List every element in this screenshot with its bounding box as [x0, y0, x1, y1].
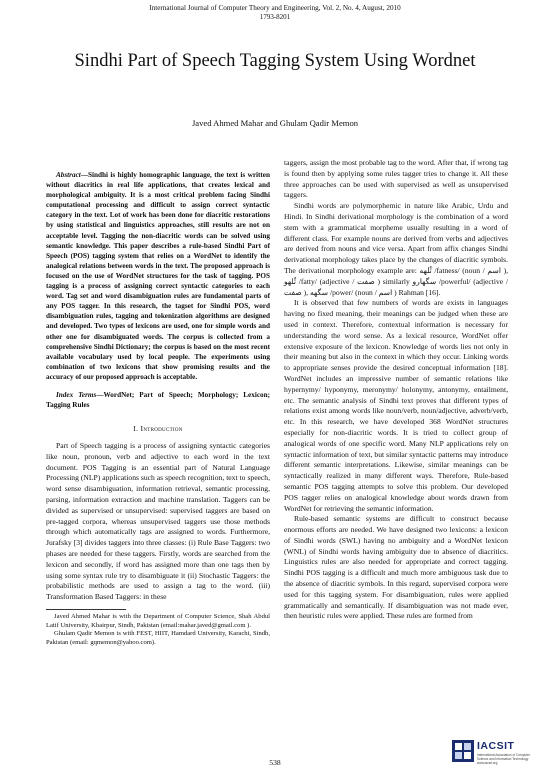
logo-subtitle: International Association of Computer Science and Information Technology www.iacsit.org [477, 753, 530, 765]
index-terms-lead: Index Terms [56, 390, 97, 399]
index-terms-text: —WordNet; Part of Speech; Morphology; Lexicon; Tagging Rules [46, 390, 270, 410]
footnote-author-1: Javed Ahmed Mahar is with the Department of Computer Science, Shah Abdul Latif University, Khairpur, Sindh, Pakistan (email:mahar.javed@gmail.com ). [46, 612, 270, 629]
section-number: I. [133, 424, 139, 434]
paper-title: Sindhi Part of Speech Tagging System Using Wordnet [74, 51, 476, 71]
abstract [46, 170, 270, 382]
footnote-author-2: Ghulam Qadir Memon is with FEST, HIIT, Hamdard University, Karachi, Sindh, Pakistan (email: gqmemon@yahoo.com). [46, 630, 270, 646]
index-terms [46, 390, 270, 410]
abstract-lead: Abstract [56, 171, 81, 179]
journal-citation: International Journal of Computer Theory and Engineering, Vol. 2, No. 4, August, 2010 [149, 4, 401, 12]
introduction-paragraph: Part of Speech tagging is a process of assigning syntactic categories like noun, pronoun, verb and adjective to each word in the text document. POS Tagging is an essential part of Natural Language Processing (NLP) applications such as speech recognition, text to speech, word sense disambiguation, information retrieval, semantic processing, parsing, information extraction and machine translation. Taggers can be divided as supervised or unsupervised: supervised taggers are based on pre-tagged corpora, whereas unsupervised taggers use those methods through which automatically tags are assigned to words. Furthermore, Jurafsky [3] divides taggers into three classes: (i) Rule Base Taggers: two phases are needed for these taggers. Firstly, words are searched from the lexicon and secondly, if word has assigned more than one tags then by using some syntax rule try to disambiguate it (ii) Stochastic Taggers: the probabilistic methods are used to assign a tag to the word. (iii) Transformation Based Taggers: in these [46, 440, 270, 602]
journal-header [0, 4, 550, 22]
paper-authors: Javed Ahmed Mahar and Ghulam Qadir Memon [191, 118, 359, 128]
section-title: Introduction [140, 424, 183, 434]
abstract-text: —Sindhi is highly homographic language, the text is written without diacritics in real life applications, that creates lexical and morphological ambiguity. It is a most critical problem facing Sindhi computational processing and difficult to assign correct syntactic category in the text. Lot of work has been done for diacritic restorations by using statistical and linguistics approaches, still results are not on acceptable level. Tagging the non-diacritic words can be solved using semantic knowledge. This paper describes a rule-based Sindhi Part of Speech (POS) tagging system that relies on a WordNet to identify the analogical relations between words in the text. The proposed approach is focused on the use of WordNet structures for the task of tagging. POS tagging is a process of assigning correct syntactic categories to each word. Tag set and word disambiguation rules are fundamental parts of any POS tagger. In this research, the tagset for Sindhi POS, word disambiguation rules, tagging and tokenization algorithms are designed and developed. Two types of lexicons are used, one for simple words and other one for disambiguated words. The corpus is collected from a comprehensive Sindhi Dictionary; the corpus is based on the most recent available vocabulary used by local people. The experiments using combination of two lexicons that show promising results and the accuracy of our proposed approach is acceptable. [46, 171, 270, 381]
publisher-logo [452, 738, 538, 770]
journal-issn: 1793-8201 [259, 13, 291, 21]
footnote-divider [46, 609, 126, 610]
iacsit-logo-icon [452, 740, 474, 762]
right-paragraph-1: taggers, assign the most probable tag to the word. After that, if wrong tag is found then by applying some rules tagger tries to change it. All these three approaches can be used with supervised as well as unsupervised taggers. [284, 158, 508, 200]
right-paragraph-3: It is observed that few numbers of words are exists in languages having no fixed meaning, their meanings can be judged when these are used in context. Therefore, contextual information is necessary for understanding the word sense. As a lexical resource, WordNet offer extensive exposure of the lexicon. Knowledge of words lies not only in their meaning but also in the context in which they occur. Linking words to appropriate senses provide the desired conceptual information [18]. WordNet includes an impressive number of semantic relations like hypernymy/ hyponymy, meronymy/ holonymy, antonymy, entailment, etc. The semantic analysis of Sindhi text proves that different types of relations exist among words like noun/verb, noun/adjective, adverb/verb, etc. In this research, we have developed 368 WordNet structures especially for non-diacritic words. It is tried to collect group of analogical words of one specific word. Many NLP applications rely on syntactic information of text, but similar syntactic patterns may introduce different semantic interpretations. Likewise, similar meanings can be syntactically realized in many different ways. Therefore, Rule-based semantic POS tagging attempts to solve this problem. Our developed POS tagger relies on analogical knowledge about words drawn from WordNet for retrieving the semantic information. [284, 298, 508, 513]
left-column [46, 170, 270, 647]
page-number: 538 [269, 758, 281, 767]
right-paragraph-2: Sindhi words are polymorphemic in nature like Arabic, Urdu and Hindi. In Sindhi derivational morphology is the combination of a word stem with a grammatical morpheme usually resulting in a word of different class. For example nouns are derived from verbs and adjectives are derived from nouns and vice versa. Apart from affix changes Sindhi derivational morphology takes place by the changes of diacritic symbols. The derivational morphology example are: ٿُلهه /fatness/ (noun / اسم ), ٿُلهو /fatty/ (adjective / صفت ) similarly سگهارو /powerful/ (adjective / صفت ), سگهه /power/ (noun / اسم ) Rahman [16]. [284, 201, 509, 297]
right-column [284, 158, 508, 622]
logo-name: IACSIT [477, 740, 515, 752]
section-heading-introduction [46, 424, 270, 435]
right-paragraph-4: Rule-based semantic systems are difficult to construct because enormous efforts are needed. We have designed two lexicons: a lexicon of Sindhi words (SWL) having no ambiguity and a WordNet lexicon (WNL) of Sindhi words having ambiguity due to absence of diacritics. Linguistics rules are also needed for appropriate and correct tagging. Sindhi POS tagging is a difficult and much more ambiguous task due to the absence of diacritic symbols. In this regard, supervised corpora were used for this tagging system. For disambiguation, rules were applied grammatically and semantically. If disambiguation was not made ever, then heuristic rules were applied. These rules are formed from [284, 514, 508, 621]
